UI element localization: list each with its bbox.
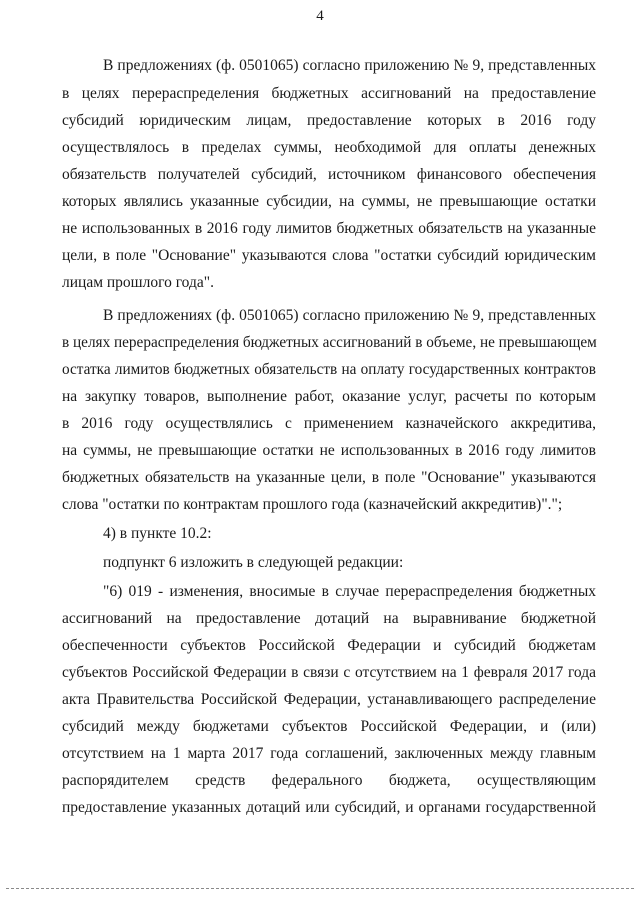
- text-line: цели, в поле "Основание" указываются слова "остатки субсидий юридическим: [62, 247, 596, 264]
- text-line: ассигнований на предоставление дотаций на выравнивание бюджетной: [62, 610, 596, 627]
- page-number: 4: [316, 8, 324, 24]
- text-line: В предложениях (ф. 0501065) согласно приложению № 9, представленных: [103, 307, 596, 324]
- text-line: В предложениях (ф. 0501065) согласно приложению № 9, представленных: [103, 57, 596, 74]
- page-bottom-rule: [6, 888, 634, 889]
- text-line: отсутствием на 1 марта 2017 года соглашений, заключенных между главным: [62, 745, 596, 762]
- text-line: на суммы, не превышающие остатки не использованных в 2016 году лимитов: [62, 442, 596, 459]
- text-line: остатка лимитов бюджетных обязательств на оплату государственных контрактов: [62, 361, 596, 378]
- text-line: осуществлялось в пределах суммы, необходимой для оплаты денежных: [62, 139, 596, 156]
- text-line: в целях перераспределения бюджетных ассигнований в объеме, не превышающем: [62, 334, 597, 351]
- text-line: обязательств получателей субсидий, источником финансового обеспечения: [62, 166, 596, 183]
- text-line: акта Правительства Российской Федерации, устанавливающего распределение: [62, 691, 596, 708]
- text-line: распорядителем средств федерального бюджета, осуществляющим: [62, 772, 596, 789]
- text-line: предоставление указанных дотаций или субсидий, и органами государственной: [62, 799, 596, 816]
- text-line: "6) 019 - изменения, вносимые в случае перераспределения бюджетных: [103, 583, 596, 600]
- text-line: в 2016 году осуществлялись с применением казначейского аккредитива,: [62, 415, 596, 432]
- text-line: субсидий между бюджетами субъектов Российской Федерации, и (или): [62, 718, 596, 735]
- text-line: 4) в пункте 10.2:: [103, 525, 212, 542]
- text-line: на закупку товаров, выполнение работ, оказание услуг, расчеты по которым: [62, 388, 596, 405]
- text-line: субсидий юридическим лицам, предоставление которых в 2016 году: [62, 112, 596, 129]
- text-line: не использованных в 2016 году лимитов бюджетных обязательств на указанные: [62, 220, 596, 237]
- text-line: в целях перераспределения бюджетных ассигнований на предоставление: [62, 85, 596, 102]
- text-line: субъектов Российской Федерации в связи с отсутствием на 1 февраля 2017 года: [62, 664, 596, 681]
- text-line: слова "остатки по контрактам прошлого года (казначейский аккредитив)".";: [62, 496, 563, 513]
- text-line: которых являлись указанные субсидии, на суммы, не превышающие остатки: [62, 193, 596, 210]
- text-line: бюджетных обязательств на указанные цели, в поле "Основание" указываются: [62, 469, 596, 486]
- text-line: подпункт 6 изложить в следующей редакции:: [103, 554, 404, 571]
- text-line: обеспеченности субъектов Российской Федерации и субсидий бюджетам: [62, 637, 596, 654]
- text-line: лицам прошлого года".: [62, 274, 214, 291]
